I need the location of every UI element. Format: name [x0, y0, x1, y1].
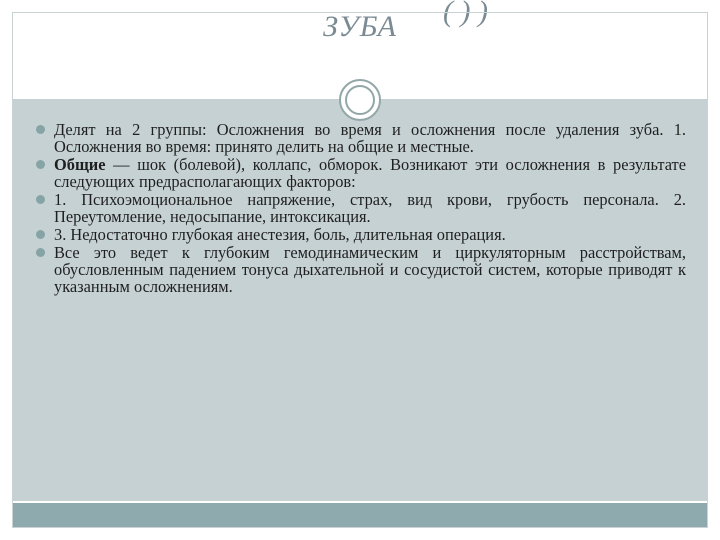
bullet-dot-icon	[36, 125, 45, 134]
list-item	[36, 244, 686, 295]
list-item-text: 1. Психоэмоциональное напряжение, страх, вид крови, грубость персонала. 2. Переутомление, недосыпание, интоксикация.	[54, 190, 686, 226]
list-item	[36, 121, 686, 155]
double-ring-ornament-icon	[339, 79, 381, 121]
list-item	[36, 191, 686, 225]
bullet-dot-icon	[36, 195, 45, 204]
list-item-text: Все это ведет к глубоким гемодинамическим и циркуляторным расстройствам, обусловленным падением тонуса дыхательной и сосудистой систем, которые приводят к указанным осложнениям.	[54, 243, 686, 296]
list-item-text: — шок (болевой), коллапс, обморок. Возникают эти осложнения в результате следующих предрасполагающих факторов:	[54, 155, 686, 191]
title-clipped-text: ( ) )	[443, 0, 488, 28]
ornament-inner-ring	[345, 85, 375, 115]
slide-title: ЗУБА	[323, 10, 397, 43]
bullet-dot-icon	[36, 248, 45, 257]
bullet-dot-icon	[36, 160, 45, 169]
list-item	[36, 156, 686, 190]
list-item-bold-term: Общие	[54, 155, 106, 174]
bullet-list	[36, 121, 686, 296]
list-item	[36, 226, 686, 243]
bullet-dot-icon	[36, 230, 45, 239]
list-item-text: 3. Недостаточно глубокая анестезия, боль, длительная операция.	[54, 225, 506, 244]
list-item-text: Делят на 2 группы: Осложнения во время и осложнения после удаления зуба. 1. Осложнения во время: принято делить на общие и местные.	[54, 120, 686, 156]
